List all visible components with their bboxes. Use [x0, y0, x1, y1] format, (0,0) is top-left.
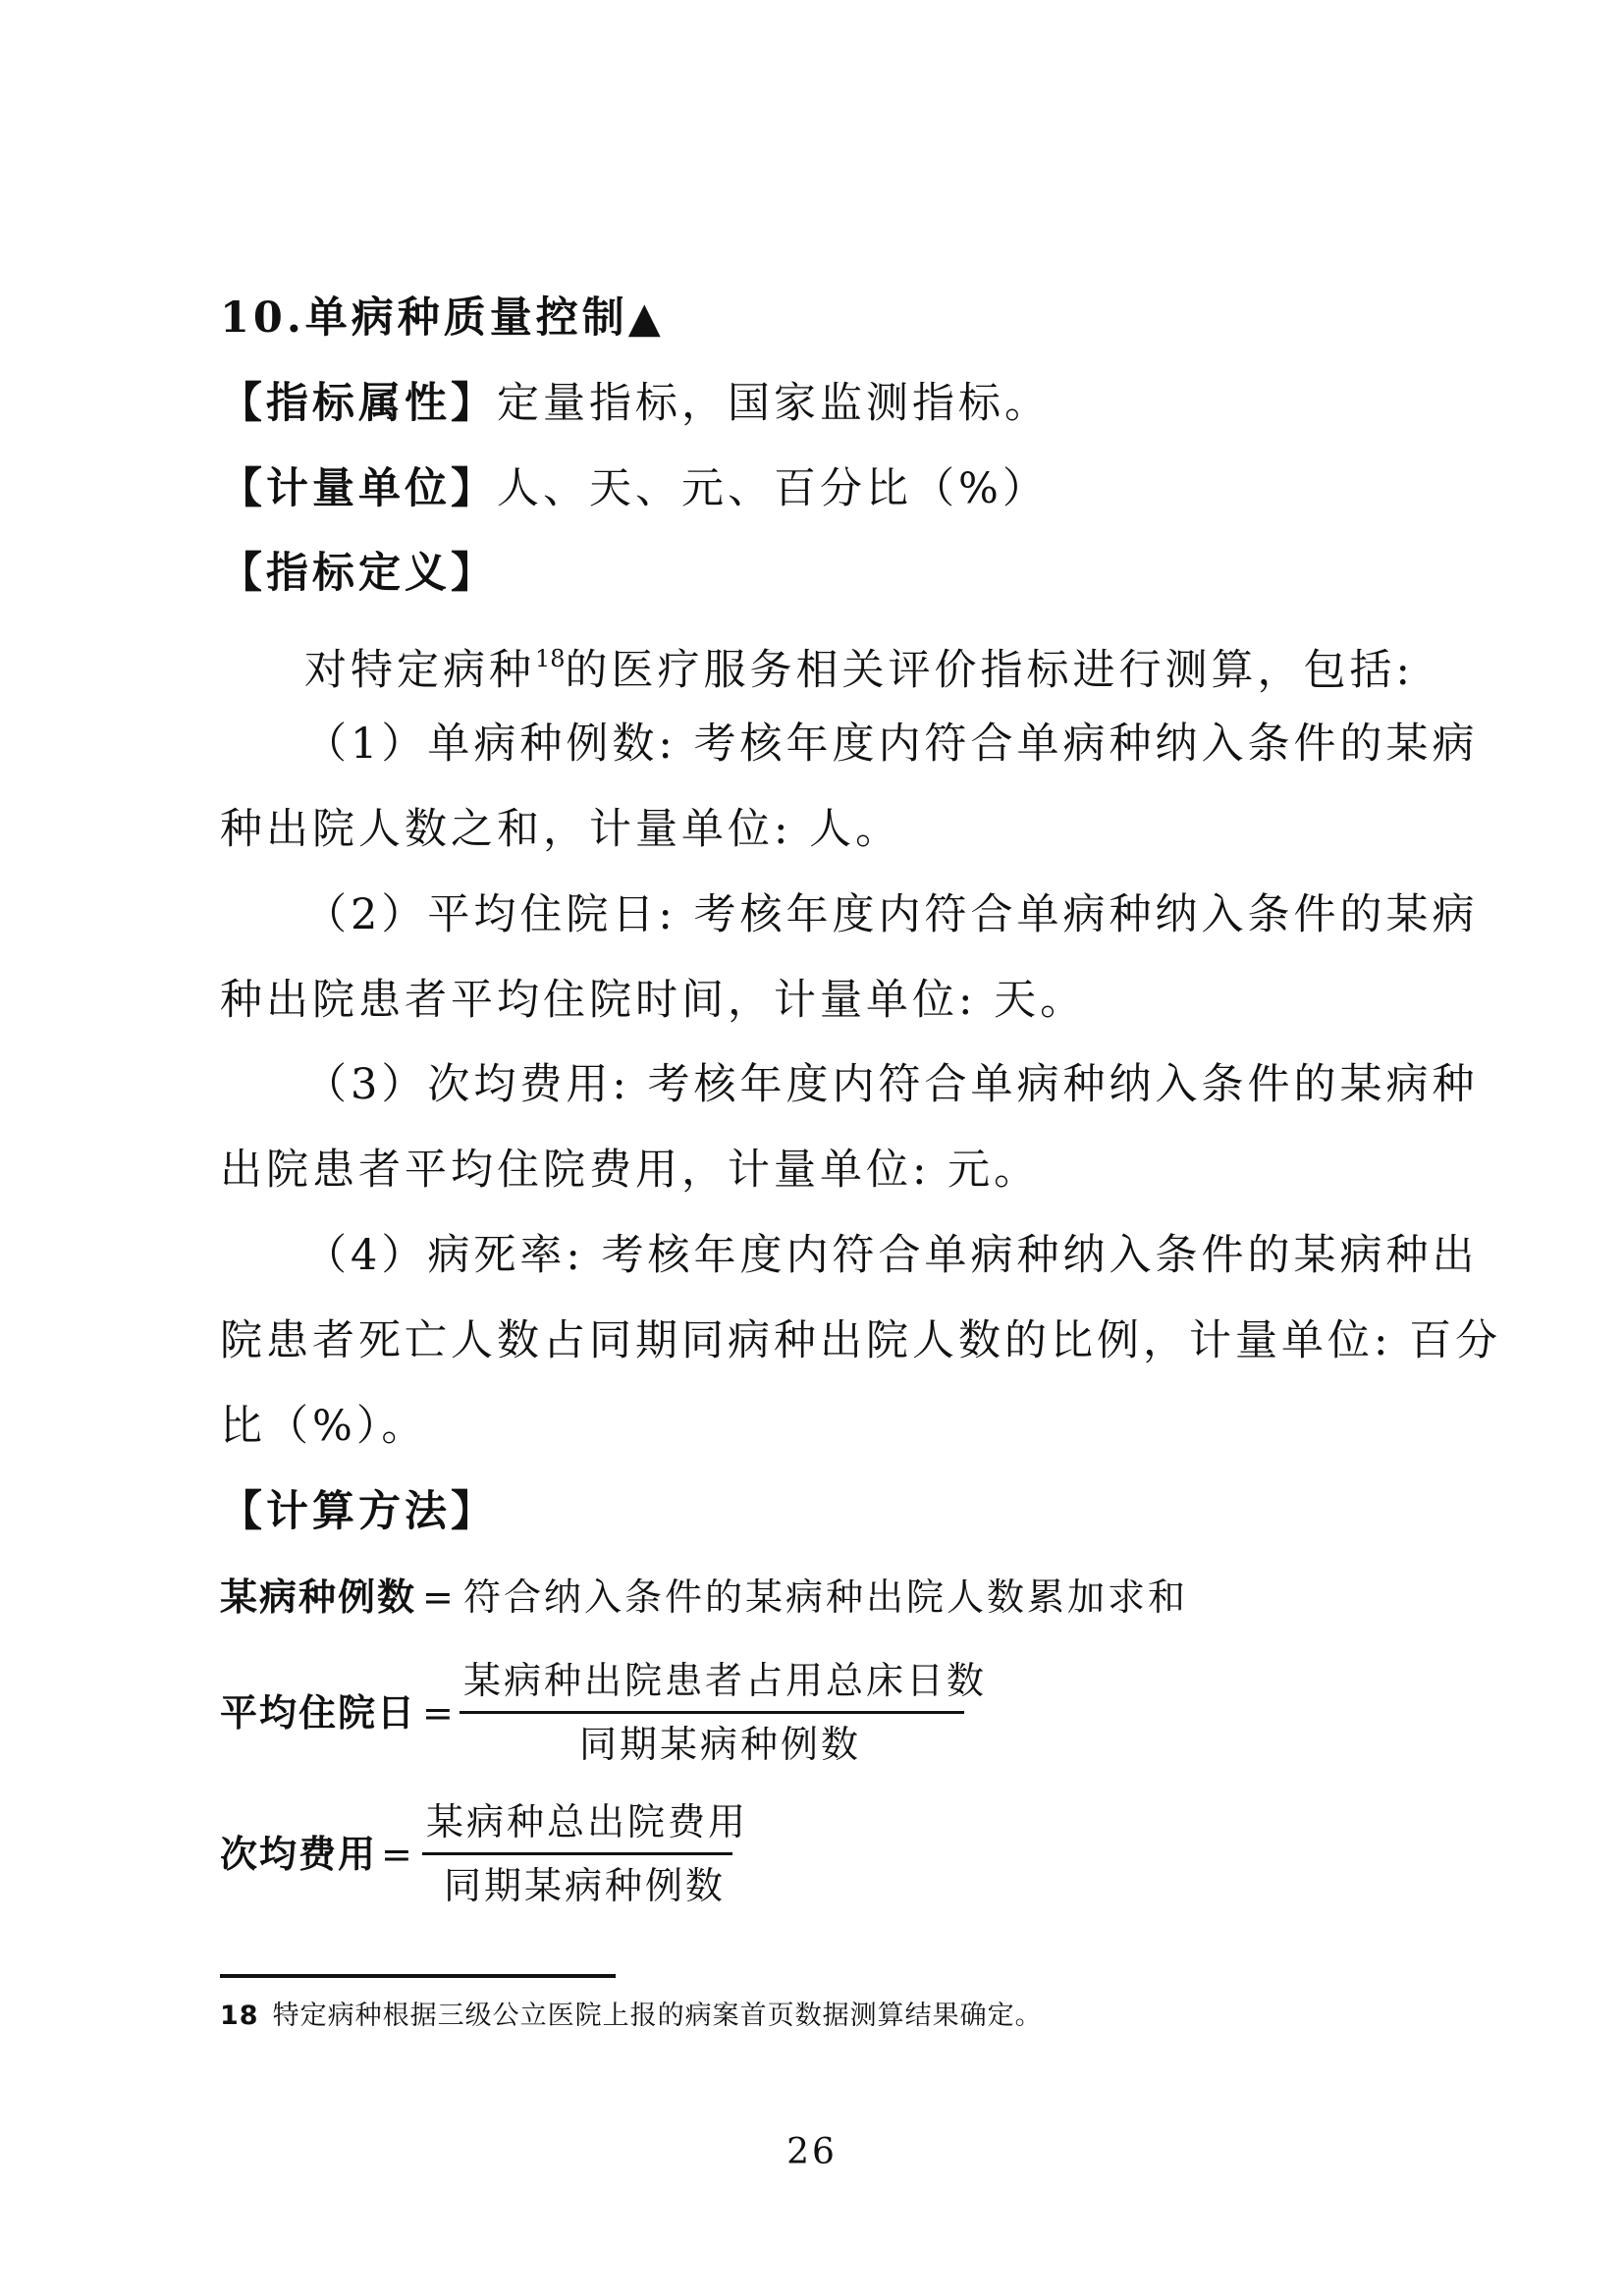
definition-item-2-line-1: （2）平均住院日: 考核年度内符合单病种纳入条件的某病 — [304, 890, 1479, 939]
definition-intro-text: 对特定病种 — [304, 646, 535, 695]
definition-item-3-line-1: （3）次均费用: 考核年度内符合单病种纳入条件的某病种 — [304, 1060, 1479, 1109]
formula-avg-stay-equals: = — [422, 1691, 454, 1735]
formula-avg-cost-fraction-bar — [422, 1852, 732, 1855]
indicator-definition-label: 【指标定义】 — [220, 549, 497, 598]
formula-avg-cost-denominator: 同期某病种例数 — [444, 1864, 727, 1907]
formula-avg-cost-numerator: 某病种总出院费用 — [426, 1800, 749, 1843]
definition-item-4-line-3: 比（%）。 — [220, 1402, 428, 1451]
definition-item-4-line-1: （4）病死率: 考核年度内符合单病种纳入条件的某病种出 — [304, 1231, 1479, 1280]
page-number: 26 — [786, 2132, 838, 2172]
definition-intro — [304, 631, 1414, 698]
formula-avg-cost-equals: = — [381, 1833, 412, 1876]
formula-case-count-equals: = — [422, 1575, 454, 1619]
footnote — [220, 1999, 1043, 2034]
measurement-unit-row — [220, 461, 1049, 516]
indicator-attribute-value: 定量指标，国家监测指标。 — [497, 379, 1051, 428]
formula-case-count-expression: 符合纳入条件的某病种出院人数累加求和 — [463, 1575, 1189, 1619]
definition-item-2-line-2: 种出院患者平均住院时间，计量单位: 天。 — [220, 976, 1087, 1025]
measurement-unit-value: 人、天、元、百分比（%） — [497, 464, 1049, 513]
definition-item-1-line-1: （1）单病种例数: 考核年度内符合单病种纳入条件的某病 — [304, 720, 1479, 769]
formula-avg-stay-label: 平均住院日 — [220, 1691, 417, 1735]
formula-avg-cost-label: 次均费用 — [220, 1833, 378, 1876]
formula-avg-stay-denominator: 同期某病种例数 — [579, 1723, 862, 1766]
formula-avg-stay-fraction-bar — [460, 1711, 964, 1714]
indicator-attribute-row — [220, 376, 1051, 431]
measurement-unit-label: 【计量单位】 — [220, 464, 497, 513]
footnote-number: 18 — [220, 2001, 259, 2031]
definition-item-1-line-2: 种出院人数之和，计量单位: 人。 — [220, 805, 902, 854]
calculation-method-label: 【计算方法】 — [220, 1487, 497, 1536]
section-title: 10.单病种质量控制▲ — [220, 294, 665, 343]
footnote-text: 特定病种根据三级公立医院上报的病案首页数据测算结果确定。 — [272, 2001, 1043, 2031]
definition-item-4-line-2: 院患者死亡人数占同期同病种出院人数的比例，计量单位: 百分 — [220, 1316, 1502, 1365]
indicator-attribute-label: 【指标属性】 — [220, 379, 497, 428]
formula-case-count-label: 某病种例数 — [220, 1575, 417, 1619]
definition-intro-text-cont: 的医疗服务相关评价指标进行测算，包括: — [565, 646, 1415, 695]
footnote-separator — [220, 1974, 616, 1978]
formula-avg-stay-numerator: 某病种出院患者占用总床日数 — [463, 1659, 988, 1702]
footnote-reference: 18 — [535, 645, 566, 672]
definition-item-3-line-2: 出院患者平均住院费用，计量单位: 元。 — [220, 1146, 1041, 1195]
